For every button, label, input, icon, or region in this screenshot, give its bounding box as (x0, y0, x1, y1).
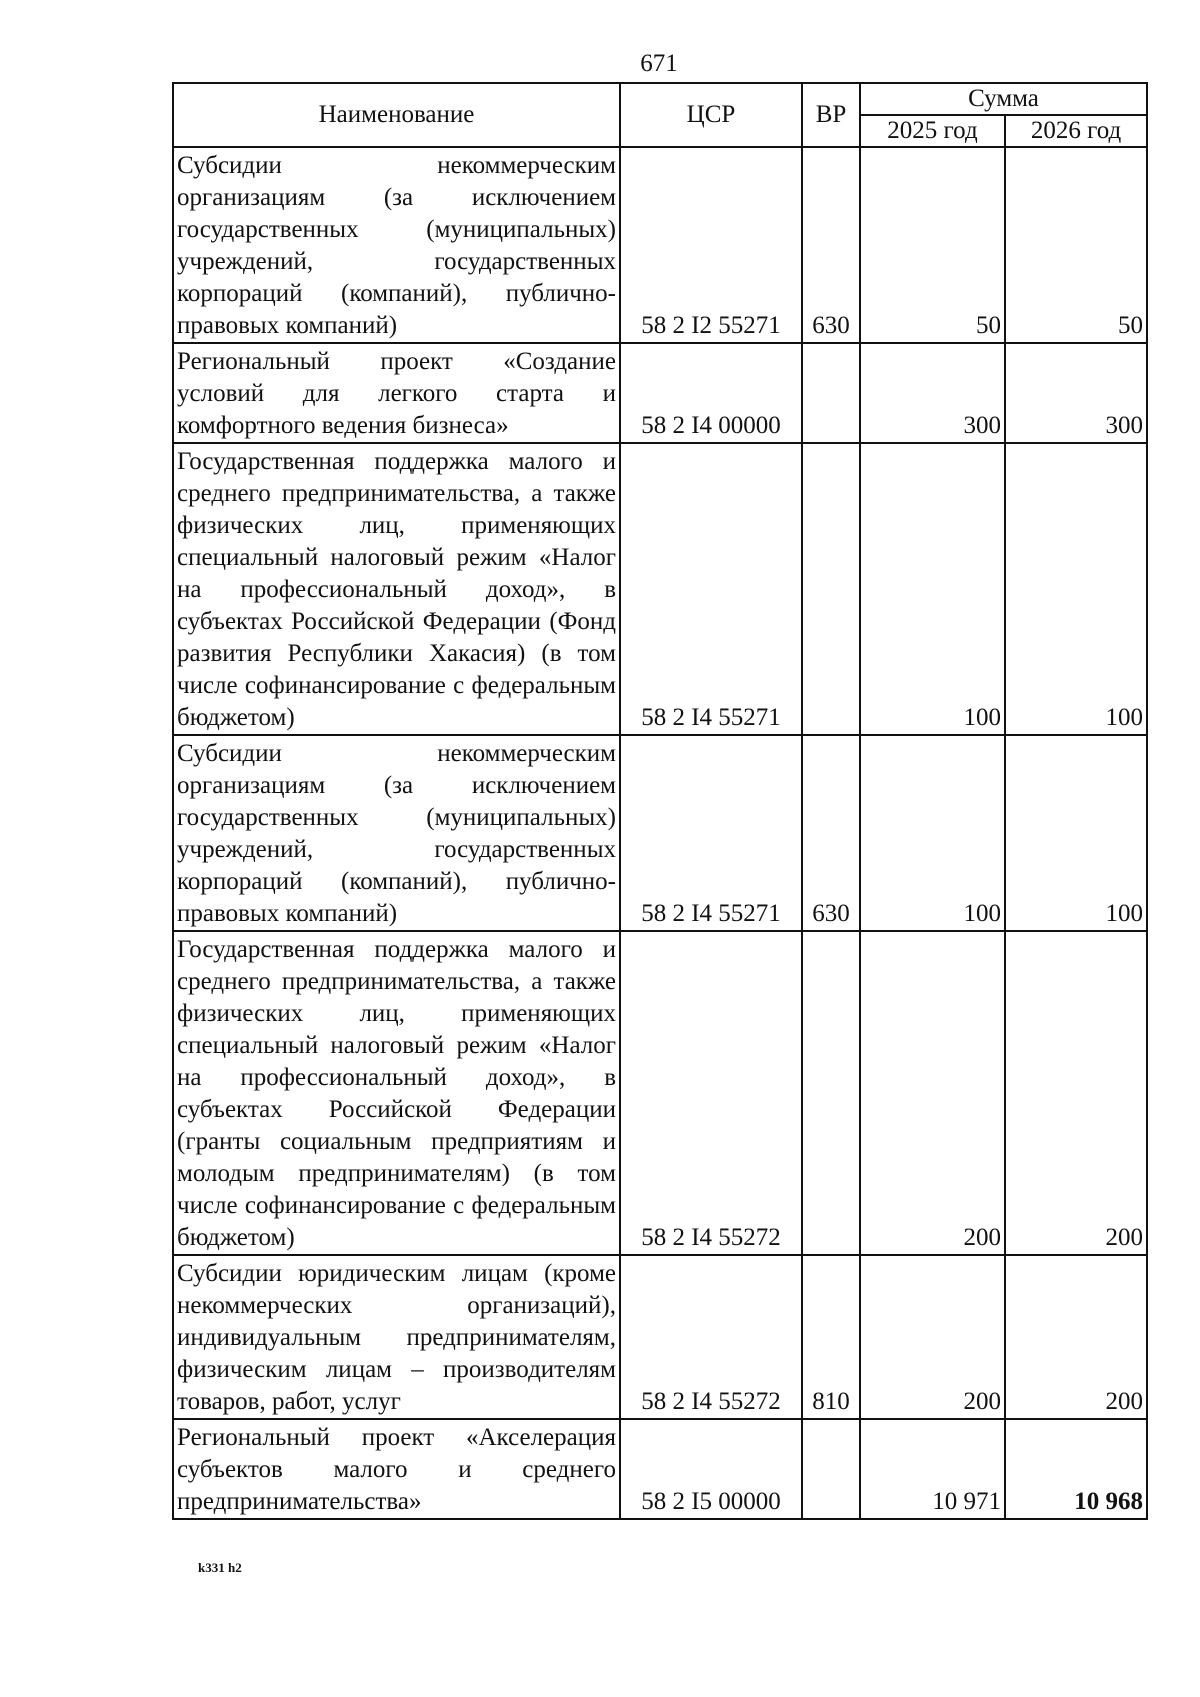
footer-code: k331 h2 (198, 1560, 242, 1575)
row-name: Субсидии некоммерческим организациям (за исключением государственных (муниципальных) учреждений, государственных корпораций (компаний), публично-правовых компаний) (173, 735, 620, 931)
row-2026: 300 (1005, 343, 1147, 443)
row-2026: 100 (1005, 443, 1147, 735)
row-2025: 100 (860, 443, 1005, 735)
row-2026: 200 (1005, 1255, 1147, 1419)
row-name: Субсидии некоммерческим организациям (за исключением государственных (муниципальных) учреждений, государственных корпораций (компаний), публично-правовых компаний) (173, 147, 620, 343)
table-row (173, 147, 1147, 343)
row-2026: 10 968 (1005, 1419, 1147, 1519)
header-year-2025: 2025 год (860, 115, 1005, 147)
row-vr: 630 (802, 735, 860, 931)
row-name: Региональный проект «Акселерация субъектов малого и среднего предпринимательства» (173, 1419, 620, 1519)
budget-table (172, 82, 1148, 1520)
header-vr: ВР (802, 83, 860, 147)
row-csr: 58 2 I4 55272 (620, 1255, 802, 1419)
header-csr: ЦСР (620, 83, 802, 147)
table-row (173, 1419, 1147, 1519)
row-2026: 200 (1005, 931, 1147, 1255)
row-name: Государственная поддержка малого и среднего предпринимательства, а также физических лиц, применяющих специальный налоговый режим «Налог на профессиональный доход», в субъектах Российской Федерации (Фонд развития Республики Хакасия) (в том числе софинансирование с федеральным бюджетом) (173, 443, 620, 735)
table-row (173, 1255, 1147, 1419)
row-2025: 100 (860, 735, 1005, 931)
row-2025: 10 971 (860, 1419, 1005, 1519)
row-2025: 200 (860, 1255, 1005, 1419)
row-vr: 630 (802, 147, 860, 343)
row-vr (802, 931, 860, 1255)
row-vr (802, 343, 860, 443)
row-csr: 58 2 I4 55271 (620, 735, 802, 931)
row-vr: 810 (802, 1255, 860, 1419)
table-row (173, 931, 1147, 1255)
row-2025: 300 (860, 343, 1005, 443)
row-vr (802, 443, 860, 735)
row-csr: 58 2 I4 00000 (620, 343, 802, 443)
table-row (173, 735, 1147, 931)
table-row (173, 343, 1147, 443)
row-csr: 58 2 I4 55271 (620, 443, 802, 735)
row-csr: 58 2 I5 00000 (620, 1419, 802, 1519)
row-name: Государственная поддержка малого и среднего предпринимательства, а также физических лиц, применяющих специальный налоговый режим «Налог на профессиональный доход», в субъектах Российской Федерации (гранты социальным предприятиям и молодым предпринимателям) (в том числе софинансирование с федеральным бюджетом) (173, 931, 620, 1255)
row-csr: 58 2 I2 55271 (620, 147, 802, 343)
table-row (173, 443, 1147, 735)
header-year-2026: 2026 год (1005, 115, 1147, 147)
page-number: 671 (640, 50, 678, 77)
row-2026: 50 (1005, 147, 1147, 343)
row-vr (802, 1419, 860, 1519)
header-sum: Сумма (860, 83, 1147, 115)
row-2026: 100 (1005, 735, 1147, 931)
row-name: Региональный проект «Создание условий для легкого старта и комфортного ведения бизнеса» (173, 343, 620, 443)
row-2025: 50 (860, 147, 1005, 343)
row-name: Субсидии юридическим лицам (кроме некоммерческих организаций), индивидуальным предпринимателям, физическим лицам – производителям товаров, работ, услуг (173, 1255, 620, 1419)
row-2025: 200 (860, 931, 1005, 1255)
header-name: Наименование (173, 83, 620, 147)
row-csr: 58 2 I4 55272 (620, 931, 802, 1255)
